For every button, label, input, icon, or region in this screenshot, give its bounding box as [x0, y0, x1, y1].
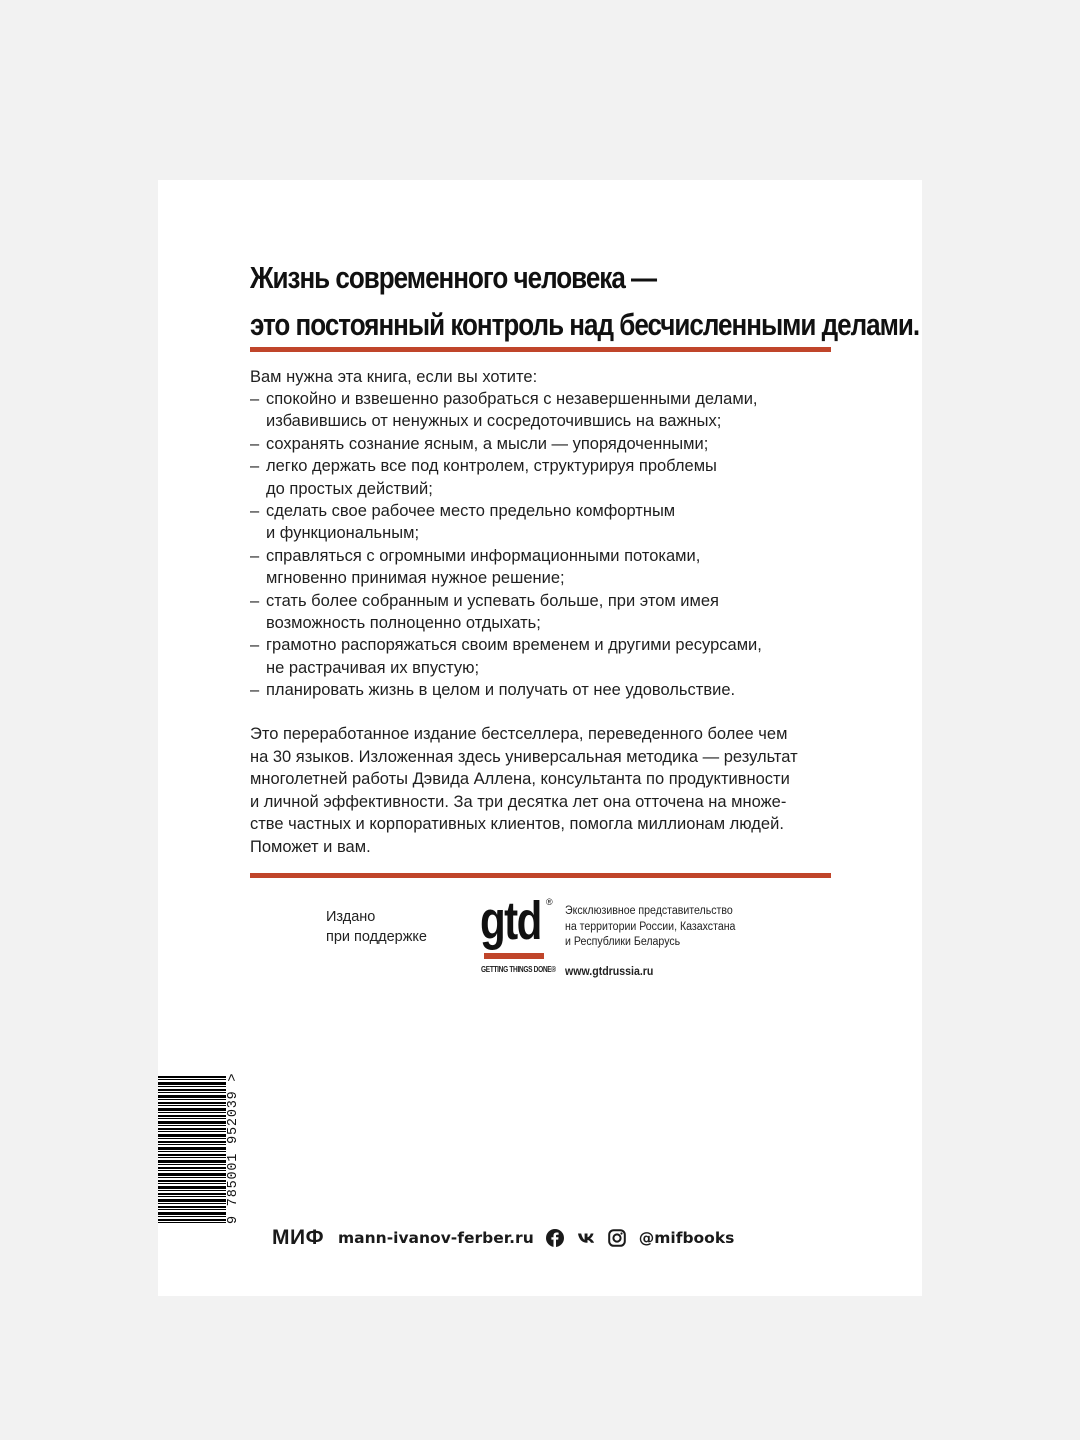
divider-top — [250, 347, 831, 352]
intro-text: Вам нужна эта книга, если вы хотите: — [250, 368, 538, 386]
vk-icon[interactable] — [577, 1229, 595, 1247]
headline — [250, 254, 920, 348]
publisher-website-link[interactable]: mann-ivanov-ferber.ru — [338, 1229, 534, 1247]
support-label: Издано при поддержке — [326, 909, 427, 945]
gtd-logo-bar — [484, 953, 544, 959]
divider-bottom — [250, 873, 831, 878]
gtd-representation-info: Эксклюзивное представительство на территории России, Казахстана и Республики Беларусь — [565, 905, 736, 948]
social-handle[interactable]: @mifbooks — [638, 1229, 735, 1247]
list-item: – сохранять сознание ясным, а мысли — упорядоченными; — [250, 433, 836, 455]
list-item: – стать более собранным и успевать больше, при этом имея возможность полноценно отдыхать; — [250, 590, 836, 635]
isbn-barcode — [158, 1072, 242, 1224]
list-item: – грамотно распоряжаться своим временем и другими ресурсами, не растрачивая их впустую; — [250, 634, 836, 679]
headline-line-2: это постоянный контроль над бесчисленными делами. — [250, 307, 920, 342]
publisher-footer — [272, 1223, 734, 1253]
barcode-digits: 9 785001 952039 > — [226, 1072, 241, 1224]
book-back-cover — [158, 180, 922, 1296]
book-description: Это переработанное издание бестселлера, переведенного более чем на 30 языков. Изложенная здесь универсальная методика — результат многолетней работы Дэвида Аллена, консультанта по продуктивности и личной эффективности. За три десятка лет она отточена на множе- стве частных и корпоративных клиентов, помогла миллионам людей. Поможет и вам. — [250, 725, 798, 856]
list-item: – легко держать все под контролем, структурируя проблемы до простых действий; — [250, 455, 836, 500]
facebook-icon[interactable] — [546, 1229, 564, 1247]
instagram-icon[interactable] — [608, 1229, 626, 1247]
list-item: – справляться с огромными информационными потоками, мгновенно принимая нужное решение; — [250, 545, 836, 590]
gtd-logo — [480, 893, 560, 983]
gtd-logo-tagline: GETTING THINGS DONE® — [481, 965, 556, 974]
gtd-website-link[interactable]: www.gtdrussia.ru — [565, 966, 654, 978]
gtd-logo-word: gtd — [480, 891, 541, 951]
list-item: – сделать свое рабочее место предельно комфортным и функциональным; — [250, 500, 836, 545]
barcode-bars — [158, 1076, 226, 1224]
list-item: – спокойно и взвешенно разобраться с незавершенными делами, избавившись от ненужных и сосредоточившись на важных; — [250, 388, 836, 433]
publisher-logo: МИФ — [272, 1226, 325, 1249]
headline-line-1: Жизнь современного человека — — [250, 260, 657, 295]
gtd-logo-registered-mark: ® — [546, 897, 553, 907]
list-item: – планировать жизнь в целом и получать от нее удовольствие. — [250, 679, 836, 701]
benefits-list — [250, 388, 836, 702]
